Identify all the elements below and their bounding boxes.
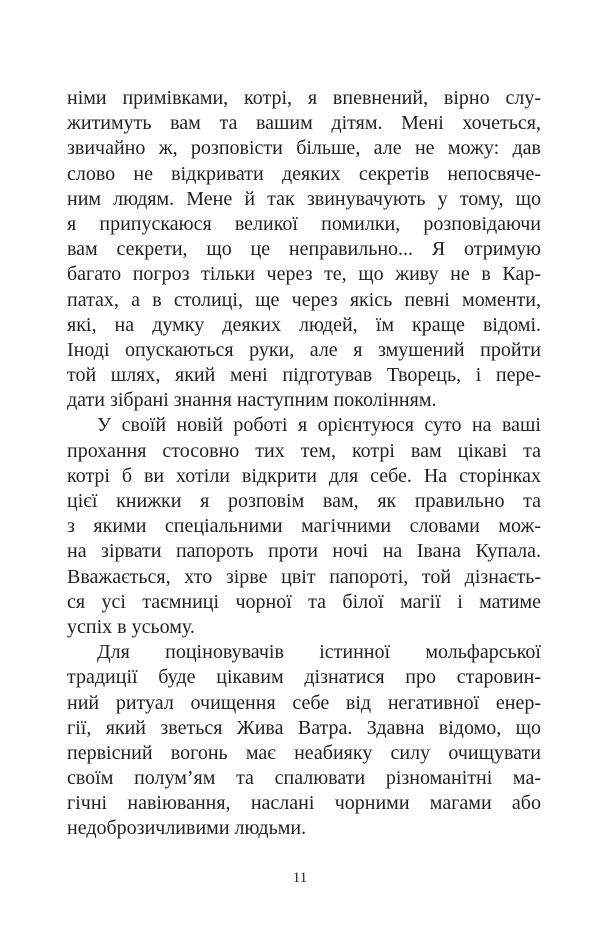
text-line: ний ритуал очищення себе від негативної енер- — [67, 691, 541, 714]
text-line: котрі б ви хотіли відкрити для себе. На сторінках — [67, 464, 541, 487]
text-line: первісний вогонь має неабияку силу очищувати — [67, 741, 541, 764]
page-number: 11 — [292, 870, 308, 886]
text-line: успіх в усьому. — [67, 615, 195, 638]
text-line: я припускаюся великої помилки, розповідаючи — [67, 212, 541, 235]
text-line: житимуть вам та вашим дітям. Мені хочеться, — [67, 112, 541, 135]
text-line: німи примівками, котрі, я впевнений, вірно слу- — [67, 87, 541, 109]
text-line: вам секрети, що це неправильно... Я отримую — [67, 238, 541, 261]
text-line: той шлях, який мені підготував Творець, і пере- — [67, 364, 541, 387]
text-line: Вважається, хто зірве цвіт папороті, той дізнаєть- — [67, 565, 541, 588]
text-line: Іноді опускаються руки, але я змушений пройти — [67, 338, 541, 361]
text-line: цієї книжки я розповім вам, як правильно та — [67, 490, 541, 512]
text-line: ся усі таємниці чорної та білої магії і матиме — [67, 590, 541, 613]
paragraph — [67, 86, 541, 413]
paragraph — [67, 640, 541, 842]
text-line: багато погроз тільки через те, що живу не в Кар- — [67, 263, 541, 286]
text-line: патах, а в столиці, ще через якісь певні моменти, — [67, 288, 541, 311]
text-line: звичайно ж, розповісти більше, але не можу: дав — [67, 137, 541, 160]
page-body-text — [67, 86, 541, 842]
text-line: з якими спеціальними магічними словами мож- — [67, 515, 541, 538]
text-line: традиції буде цікавим дізнатися про старовин- — [67, 666, 541, 689]
text-line: ним людям. Мене й так звинувачують у тому, що — [67, 187, 541, 210]
text-line: своїм полум’ям та спалювати різноманітні ма- — [67, 767, 541, 790]
text-line: на зірвати папороть проти ночі на Івана Купала. — [67, 540, 541, 563]
text-line: прохання стосовно тих тем, котрі вам цікаві та — [67, 439, 541, 462]
text-line: дати зібрані знання наступним поколінням. — [67, 389, 437, 412]
text-line: У своїй новій роботі я орієнтуюся суто на ваші — [97, 414, 541, 437]
text-line: які, на думку деяких людей, їм краще відомі. — [67, 313, 541, 336]
text-line: Для поціновувачів істинної мольфарської — [97, 641, 541, 664]
text-line: гії, який зветься Жива Ватра. Здавна відомо, що — [67, 716, 541, 739]
text-line: слово не відкривати деяких секретів непосвяче- — [67, 162, 541, 185]
text-line: недоброзичливими людьми. — [67, 817, 307, 840]
text-line: гічні навіювання, наслані чорними магами або — [67, 792, 541, 815]
paragraph — [67, 413, 541, 640]
